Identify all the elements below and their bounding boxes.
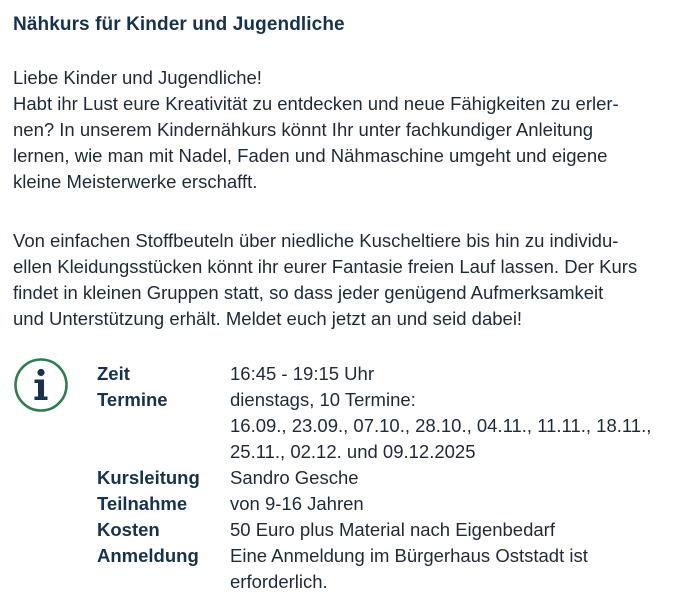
info-value: erforderlich. (230, 571, 328, 592)
info-icon (13, 357, 69, 413)
info-label: Zeit (97, 363, 130, 384)
info-label: Kursleitung (97, 467, 200, 488)
info-label: Kosten (97, 519, 160, 540)
info-value: 16:45 - 19:15 Uhr (230, 363, 374, 384)
intro-paragraph (13, 65, 619, 195)
info-value: Eine Anmeldung im Bürgerhaus Oststadt ist (230, 545, 588, 566)
intro-line: nen? In unserem Kindernähkurs könnt Ihr unter fachkundiger Anleitung (13, 119, 594, 140)
info-value: 50 Euro plus Material nach Eigenbedarf (230, 519, 555, 540)
description-line: ellen Kleidungsstücken könnt ihr eurer Fantasie freien Lauf lassen. Der Kurs (13, 256, 638, 277)
info-label: Anmeldung (97, 545, 199, 566)
description-line: und Unterstützung erhält. Meldet euch jetzt an und seid dabei! (13, 308, 523, 329)
description-line: findet in kleinen Gruppen statt, so dass jeder genügend Aufmerksamkeit (13, 282, 604, 303)
info-label: Termine (97, 389, 168, 410)
intro-line: Habt ihr Lust eure Kreativität zu entdecken und neue Fähigkeiten zu erler- (13, 93, 619, 114)
info-label: Teilnahme (97, 493, 188, 514)
intro-line: Liebe Kinder und Jugendliche! (13, 67, 262, 88)
info-value: 16.09., 23.09., 07.10., 28.10., 04.11., 11.11., 18.11., (230, 415, 652, 436)
page-title: Nähkurs für Kinder und Jugendliche (13, 14, 345, 35)
info-value: dienstags, 10 Termine: (230, 389, 416, 410)
info-value: Sandro Gesche (230, 467, 359, 488)
intro-line: lernen, wie man mit Nadel, Faden und Nähmaschine umgeht und eigene (13, 145, 608, 166)
info-value: von 9-16 Jahren (230, 493, 364, 514)
description-line: Von einfachen Stoffbeuteln über niedliche Kuscheltiere bis hin zu individu- (13, 230, 619, 251)
intro-line: kleine Meisterwerke erschafft. (13, 171, 258, 192)
info-value: 25.11., 02.12. und 09.12.2025 (230, 441, 476, 462)
description-paragraph (13, 228, 637, 332)
